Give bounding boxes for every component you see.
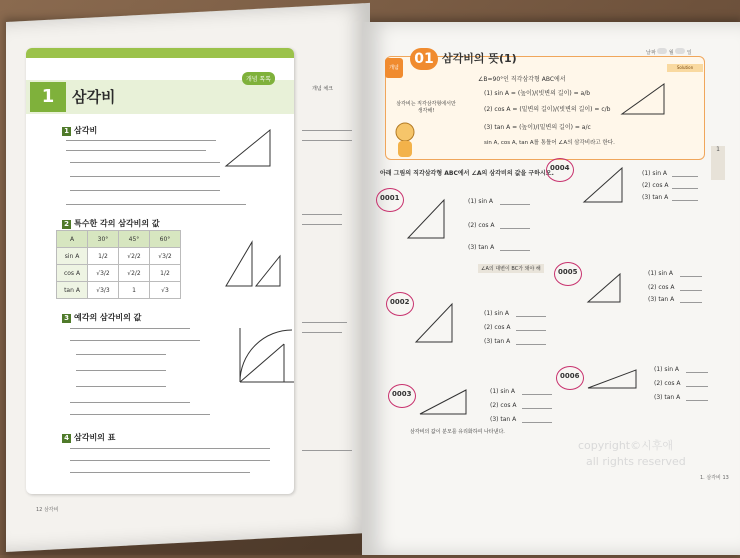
table-cell: √2/2 [119,248,150,265]
table-header-cell: 30° [88,231,119,248]
table-header-cell: 45° [119,231,150,248]
answer-blank[interactable] [672,200,698,201]
character-mascot-icon [390,120,420,160]
answer-blank[interactable] [516,316,546,317]
problem-label: (3) tan A [642,194,669,201]
text-line [70,176,220,177]
problem-number: 0004 [550,164,570,172]
problem-triangle-figure [580,164,626,206]
margin-note-line [302,214,342,215]
margin-note-line [302,130,352,131]
unit-title: 삼각비 [72,88,116,106]
section-3-title: 예각의 삼각비의 값 [74,313,142,322]
section-2-number: 2 [62,220,71,229]
problem-label: (3) tan A [490,416,517,423]
table-cell: √3 [150,282,181,299]
formula-cos: (2) cos A = (밑변의 길이)/(빗변의 길이) = c/b [484,106,611,113]
table-row [57,265,181,282]
special-angle-table [56,230,181,299]
table-row [57,282,181,299]
problem-label: (2) cos A [468,222,495,229]
problem-label: (3) tan A [648,296,675,303]
watermark-line-2: all rights reserved [586,455,686,468]
problem-label: (1) sin A [642,170,668,177]
section-1-title: 삼각비 [74,126,98,135]
formula-sin: (1) sin A = (높이)/(빗변의 길이) = a/b [484,90,591,97]
section-3-heading [62,312,141,323]
problem-label: (2) cos A [654,380,681,387]
answer-blank[interactable] [686,400,708,401]
problem-label: (3) tan A [468,244,495,251]
problem-triangle-figure [584,366,640,392]
problem-label: (1) sin A [654,366,680,373]
problem-label: (3) tan A [484,338,511,345]
section-4-title: 삼각비의 표 [74,433,116,442]
problem-number: 0003 [392,390,412,398]
answer-blank[interactable] [680,302,702,303]
unit-circle-figure [236,326,296,386]
header-tag-concept: 개념 톡톡 [242,72,275,85]
problem-number: 0005 [558,268,578,276]
right-page-number: 13 [722,475,729,481]
problem-triangle-figure [584,270,624,306]
special-triangles-figure [222,236,282,290]
table-cell: 1 [119,282,150,299]
answer-blank[interactable] [500,228,530,229]
problem-number: 0002 [390,298,410,306]
problem-instruction: 아래 그림의 직각삼각형 ABC에서 ∠A의 삼각비의 값을 구하시오. [380,170,554,177]
triangle-figure-1 [222,126,274,170]
answer-blank[interactable] [516,330,546,331]
text-line [70,472,250,473]
section-2-title: 특수한 각의 삼각비의 값 [74,219,160,228]
table-cell: √3/2 [88,265,119,282]
table-cell: 1/2 [150,265,181,282]
table-row [57,248,181,265]
problem-label: (3) tan A [654,394,681,401]
text-line [76,370,166,371]
answer-blank[interactable] [500,204,530,205]
table-header-cell: A [57,231,88,248]
text-line [70,162,220,163]
answer-blank[interactable] [522,408,552,409]
left-footer [36,506,58,513]
text-line [66,140,216,141]
date-label: 날짜 [646,50,656,56]
problem-triangle-figure [412,300,456,346]
right-footer [700,474,729,481]
solution-tag: Solution [667,64,703,72]
section-1-number: 1 [62,127,71,136]
section-4-number: 4 [62,434,71,443]
day-label: 일 [686,50,692,56]
answer-blank[interactable] [686,386,708,387]
section-3-number: 3 [62,314,71,323]
margin-note-line [302,224,342,225]
concept-triangle-figure [620,80,668,118]
text-line [66,150,206,151]
text-line [70,460,270,461]
chapter-side-tab: 1 [711,146,725,180]
section-1-heading [62,125,97,136]
problem-label: (1) sin A [648,270,674,277]
table-cell: sin A [57,248,88,265]
problem-triangle-figure [404,196,448,242]
answer-blank[interactable] [672,188,698,189]
problem-label: (1) sin A [468,198,494,205]
answer-blank[interactable] [686,372,708,373]
table-cell: cos A [57,265,88,282]
answer-blank[interactable] [516,344,546,345]
character-caption: 삼각비는 직각삼각형에서만 생각해! [396,101,456,114]
text-line [70,402,190,403]
margin-note-line [302,332,342,333]
date-blank [657,48,667,54]
left-page-number: 12 [36,507,43,513]
table-header-row [57,231,181,248]
margin-note-line [302,140,352,141]
margin-note-line [302,322,347,323]
problem-label: (2) cos A [648,284,675,291]
section-4-heading [62,432,115,443]
table-cell: tan A [57,282,88,299]
concept-intro: ∠B=90°인 직각삼각형 ABC에서 [478,76,566,83]
text-line [70,448,270,449]
answer-blank[interactable] [500,250,530,251]
tip-note: ∠A의 대변이 BC가 돼야 해 [478,264,544,273]
text-line [70,190,220,191]
problem-label: (2) cos A [490,402,517,409]
answer-blank[interactable] [522,422,552,423]
text-line [70,414,210,415]
copyright-watermark [578,438,686,470]
date-field [646,48,692,56]
margin-note-line [302,450,352,451]
answer-blank[interactable] [672,176,698,177]
section-2-heading [62,218,160,229]
problem-number: 0006 [560,372,580,380]
text-line [66,204,246,205]
header-tag-check: 개념 체크 [312,86,333,92]
formula-tan: (3) tan A = (높이)/(밑변의 길이) = a/c [484,124,591,131]
answer-blank[interactable] [680,276,702,277]
date-blank [675,48,685,54]
watermark-line-1: copyright©시후애 [578,439,673,452]
table-cell: 1/2 [88,248,119,265]
answer-blank[interactable] [680,290,702,291]
problem-label: (2) cos A [642,182,669,189]
formula-note: sin A, cos A, tan A를 통틀어 ∠A의 삼각비라고 한다. [484,140,615,146]
problem-label: (1) sin A [490,388,516,395]
problem-number: 0001 [380,194,400,202]
unit-number: 1 [30,82,66,112]
table-header-cell: 60° [150,231,181,248]
left-footer-label: 삼각비 [43,507,59,513]
right-footer-label: 1. 삼각비 [700,475,721,481]
answer-blank[interactable] [522,394,552,395]
problem-label: (1) sin A [484,310,510,317]
concept-tag: 개념 [385,58,403,78]
problem-label: (2) cos A [484,324,511,331]
table-cell: √3/3 [88,282,119,299]
month-label: 월 [668,50,674,56]
text-line [70,340,200,341]
lesson-title: 삼각비의 뜻(1) [442,52,517,65]
text-line [76,354,166,355]
lesson-badge: 01 [410,48,438,70]
table-cell: √2/2 [119,265,150,282]
table-cell: √3/2 [150,248,181,265]
unit-header-stripe [26,80,294,114]
bottom-note: 삼각비의 값이 분모를 유리화하여 나타낸다. [410,429,505,435]
text-line [70,328,190,329]
problem-triangle-figure [416,386,470,418]
text-line [76,386,166,387]
left-green-bar [26,48,294,58]
